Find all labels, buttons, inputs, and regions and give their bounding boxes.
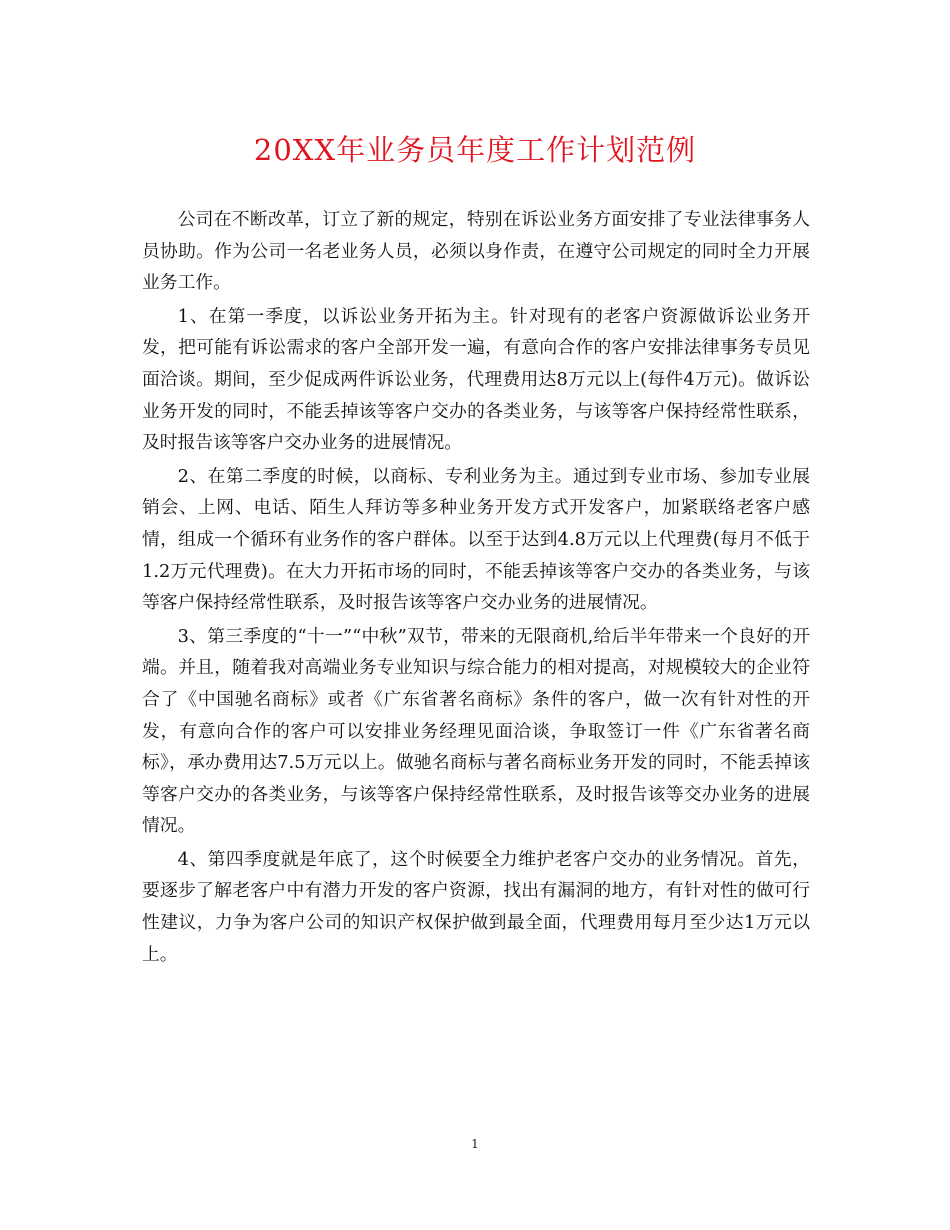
document-body [142, 204, 810, 972]
paragraph-intro: 公司在不断改革，订立了新的规定，特别在诉讼业务方面安排了专业法律事务人员协助。作为公司一名老业务人员，必须以身作责，在遵守公司规定的同时全力开展业务工作。 [142, 209, 810, 294]
paragraph-q2: 2、在第二季度的时候，以商标、专利业务为主。通过到专业市场、参加专业展销会、上网、电话、陌生人拜访等多种业务开发方式开发客户，加紧联络老客户感情，组成一个循环有业务作的客户群体。以至于达到4.8万元以上代理费(每月不低于1.2万元代理费)。在大力开拓市场的同时，不能丢掉该等客户交办的各类业务，与该等客户保持经常性联系，及时报告该等客户交办业务的进展情况。 [142, 465, 810, 614]
page-number: 1 [471, 1137, 479, 1151]
document-title: 20XX年业务员年度工作计划范例 [253, 133, 697, 167]
paragraph-q1: 1、在第一季度，以诉讼业务开拓为主。针对现有的老客户资源做诉讼业务开发，把可能有诉讼需求的客户全部开发一遍，有意向合作的客户安排法律事务专员见面洽谈。期间，至少促成两件诉讼业务，代理费用达8万元以上(每件4万元)。做诉讼业务开发的同时，不能丢掉该等客户交办的各类业务，与该等客户保持经常性联系，及时报告该等客户交办业务的进展情况。 [142, 305, 810, 454]
paragraph-q4: 4、第四季度就是年底了，这个时候要全力维护老客户交办的业务情况。首先，要逐步了解老客户中有潜力开发的客户资源，找出有漏洞的地方，有针对性的做可行性建议，力争为客户公司的知识产权保护做到最全面，代理费用每月至少达1万元以上。 [142, 848, 810, 965]
paragraph-q3: 3、第三季度的“十一”“中秋”双节，带来的无限商机,给后半年带来一个良好的开端。并且，随着我对高端业务专业知识与综合能力的相对提高，对规模较大的企业符合了《中国驰名商标》或者《广东省著名商标》条件的客户，做一次有针对性的开发，有意向合作的客户可以安排业务经理见面洽谈，争取签订一件《广东省著名商标》，承办费用达7.5万元以上。做驰名商标与著名商标业务开发的同时，不能丢掉该等客户交办的各类业务，与该等客户保持经常性联系，及时报告该等交办业务的进展情况。 [142, 625, 810, 837]
